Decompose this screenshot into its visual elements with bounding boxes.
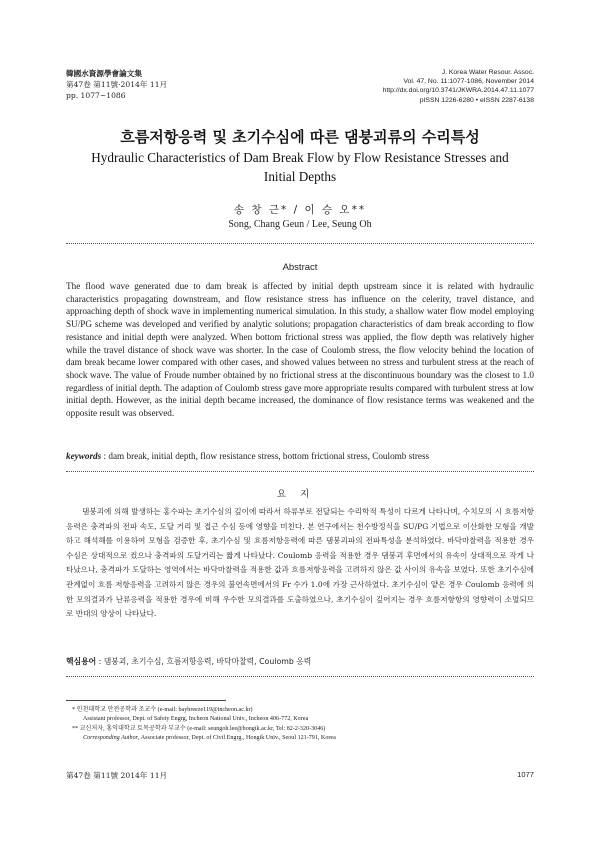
paper-title-english-line1: Hydraulic Characteristics of Dam Break Flow by Flow Resistance Stresses and [91,150,509,165]
paper-title-english [40,148,560,186]
footnote-2-role: Corresponding Author [83,735,139,742]
page-number: 1077 [517,770,534,779]
keywords-separator: : [101,451,109,461]
footnote-2-english [72,734,534,743]
journal-header-right [383,68,534,105]
footnotes [72,706,534,744]
journal-name-ko: 韓國水資源學會論文集 [66,69,142,78]
footnote-2-korean: ** 교신저자, 홍익대학교 토목공학과 부교수 (e-mail: seungoh.lee@hongik.ac.kr, Tel: 82-2-320-3046) [72,725,326,732]
doi-link[interactable]: http://dx.doi.org/10.3741/JKWRA.2014.47.11.1077 [382,87,534,95]
abstract-body: The flood wave generated due to dam break is affected by initial depth upstream since it is related with hydraulic characteristics propagating downstream, and flow resistance stress has influence on the celerity, travel distance, and approaching depth of shock wave in implementing numerical simulation. In this study, a shallow water flow model employing SU/PG scheme was developed and verified by analytic solutions; propagation characteristics of dam break according to flow resistance and initial depth were analyzed. When bottom frictional stress was applied, the flow depth was relatively higher while the travel distance of shock wave was shorter. In the case of Coulomb stress, the flow velocity behind the location of dam break became lower compared with other cases, and showed values between no stress and turbulent stress at the reach of shock wave. The value of Froude number obtained by no frictional stress at the discontinuous boundary was the closest to 1.0 regardless of initial depth. The adaption of Coulomb stress gave more appropriate results compared with turbulent stress at low initial depth. However, as the initial depth became increased, the dominance of flow resistance terms was weakened and the opposite result was observed. [66,281,534,419]
footnote-rule [66,700,226,701]
korean-keywords-label: 핵심용어 [66,657,97,666]
footnote-1-english: Assistant professor, Dept. of Safety Engrg, Incheon National Univ., Incheon 406-772, Korea [83,716,309,723]
journal-volume-en: Vol. 47, No. 11:1077-1086, November 2014 [403,78,534,86]
paper-title-english-line2: Initial Depths [263,169,337,184]
keywords-line [66,451,534,461]
journal-header-left [66,68,167,101]
authors-korean: 송 창 근* / 이 승 오** [233,204,367,216]
footer-volume: 第47卷 第11號 2014年 11月 [66,771,168,780]
footnote-2-affiliation: , Associate professor, Dept. of Civil Engrg., Hongik Univ., Seoul 121-791, Korea [138,735,336,742]
issn: pISSN 1226-6280 • eISSN 2287-6138 [419,96,534,104]
korean-keywords-text: 댐붕괴, 초기수심, 흐름저항응력, 바닥마찰력, Coulomb 응력 [103,657,312,666]
korean-summary-heading: 요지 [276,489,324,500]
divider-top [66,243,534,244]
journal-name-en: J. Korea Water Resour. Assoc. [441,69,534,76]
abstract-heading: Abstract [282,262,318,273]
authors-english: Song, Chang Geun / Lee, Seung Oh [228,219,372,230]
paper-title-korean: 흐름저항응력 및 초기수심에 따른 댐붕괴류의 수리특성 [120,128,480,146]
korean-keywords-separator: : [96,657,104,666]
korean-summary-body: 댐붕괴에 의해 발생하는 홍수파는 초기수심의 깊이에 따라서 하류부로 전달되는 수리학적 특성이 다르게 나타나며, 수치모의 시 흐름저항응력은 충격파의 전파 속도, 도달 거리 및 접근 수심 등에 영향을 미친다. 본 연구에서는 천수방정식을 SU/PG 기법으로 이산화한 모형을 개발하고 해석해를 이용하여 모형을 검증한 후, 초기수심 및 흐름저항응력에 따른 댐붕괴파의 전파특성을 분석하였다. 바닥마찰력을 적용한 경우 수심은 상대적으로 컸으나 충격파의 도달거리는 짧게 나타났다. Coulomb 응력을 적용한 경우 댐붕괴 후면에서의 유속이 상대적으로 작게 나타났으나, 충격파가 도달하는 영역에서는 바닥마찰력을 적용한 값과 흐름저항응력을 고려하지 않은 값 사이의 유속을 보였다. 또한 초기수심에 관계없이 흐름 저항응력을 고려하지 않은 경우의 불연속면에서의 Fr 수가 1.0에 가장 근사하였다. 초기수심이 얕은 경우 Coulomb 응력에 의한 모의결과가 난류응력을 적용한 경우에 비해 우수한 모의결과를 도출하였으나, 초기수심이 깊어지는 경우 흐름저항항의 영향력이 소멸되므로 반대의 양상이 나타났다. [66,507,534,619]
divider-bottom [66,676,534,677]
journal-volume-ko: 第47卷 第11號·2014年 11月 [66,80,168,89]
keywords-label: keywords [66,451,102,461]
journal-pages: pp. 1077~1086 [66,91,126,100]
divider-middle [66,471,534,472]
footnote-1-korean: * 인천대학교 안전공학과 조교수 (e-mail: baybreeze119@incheon.ac.kr) [72,707,253,713]
korean-keywords-line [66,656,534,667]
keywords-text: dam break, initial depth, flow resistance stress, bottom frictional stress, Coulomb stress [108,451,430,461]
